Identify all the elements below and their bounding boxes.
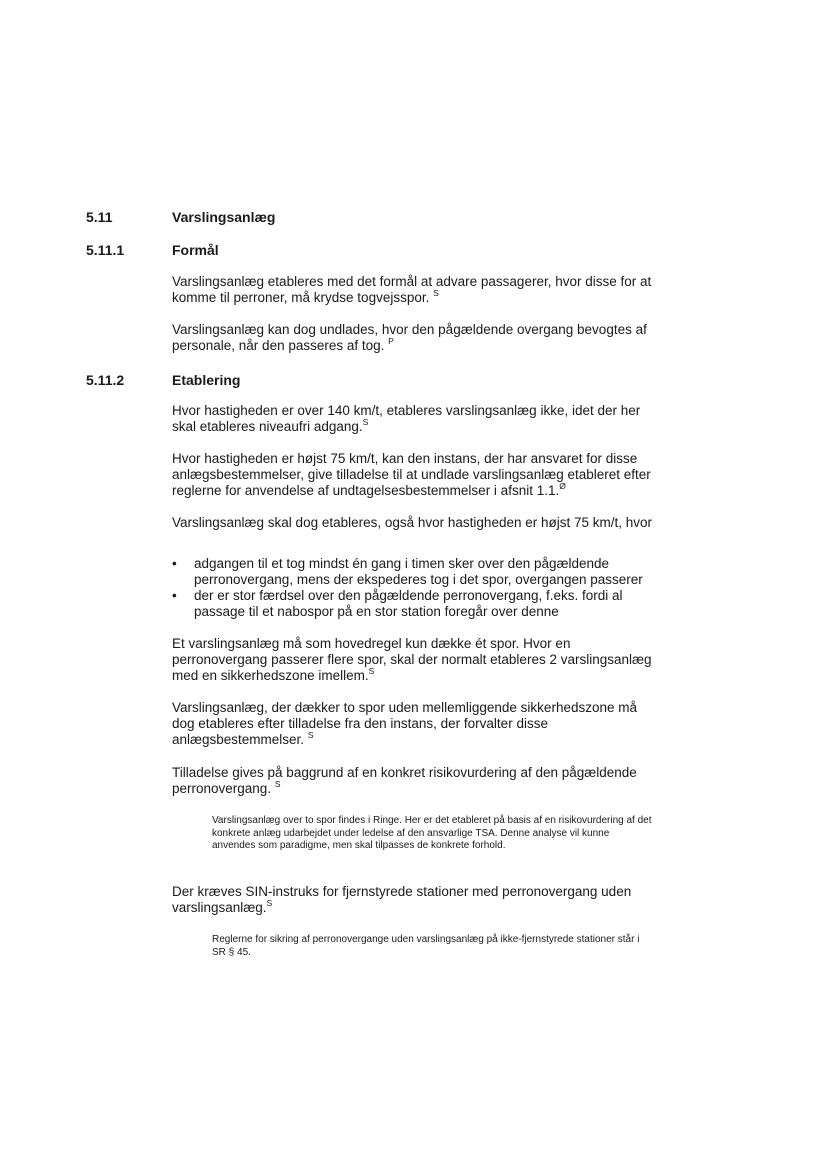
paragraph-text: Et varslingsanlæg må som hovedregel kun dække ét spor. Hvor en perronovergang passerer flere spor, skal der normalt etableres 2 varslingsanlæg med en sikkerhedszone imellem.: [172, 636, 652, 683]
rule-marker: P: [388, 335, 394, 346]
rule-marker: S: [368, 665, 375, 676]
section-number: 5.11.2: [86, 372, 125, 388]
paragraph: [172, 274, 652, 306]
list-item-text: der er stor færdsel over den pågældende perronovergang, f.eks. fordi al passage til et nabospor på en stor station foregår over denne: [194, 588, 623, 619]
paragraph-text: Varslingsanlæg, der dækker to spor uden mellemliggende sikkerhedszone må dog etableres efter tilladelse fra den instans, der forvalter disse anlægsbestemmelser.: [172, 700, 637, 747]
section-number: 5.11: [86, 209, 113, 225]
paragraph: [172, 636, 652, 684]
paragraph-text: Hvor hastigheden er over 140 km/t, etableres varslingsanlæg ikke, idet der her skal etableres niveaufri adgang.: [172, 403, 641, 434]
rule-marker: S: [274, 778, 281, 789]
bullet: •: [172, 556, 177, 571]
section-number: 5.11.1: [86, 242, 125, 258]
section-title: Varslingsanlæg: [172, 209, 276, 225]
paragraph: [172, 322, 652, 354]
paragraph-text: Varslingsanlæg kan dog undlades, hvor den pågældende overgang bevogtes af personale, når den passeres af tog.: [172, 322, 647, 353]
bullet: •: [172, 588, 177, 603]
paragraph-text: Hvor hastigheden er højst 75 km/t, kan den instans, der har ansvaret for disse anlægsbestemmelser, give tilladelse til at undlade varslingsanlæg etableret efter reglerne for anvendelse af undtagelsesbestemmelser i afsnit 1.1.: [172, 451, 651, 498]
paragraph-text: Tilladelse gives på baggrund af en konkret risikovurdering af den pågældende perronovergang.: [172, 765, 637, 796]
note: Reglerne for sikring af perronovergange uden varslingsanlæg på ikke-fjernstyrede stationer står i SR § 45.: [212, 934, 640, 958]
rule-marker: S: [266, 897, 273, 908]
paragraph: [172, 700, 652, 748]
paragraph-text: Varslingsanlæg skal dog etableres, også hvor hastigheden er højst 75 km/t, hvor: [172, 515, 653, 530]
rule-marker: S: [362, 416, 369, 427]
paragraph: [172, 403, 652, 435]
section-title: Etablering: [172, 372, 241, 388]
note: Varslingsanlæg over to spor findes i Ringe. Her er det etableret på basis af en risikovurdering af det konkrete anlæg udarbejdet under ledelse af den ansvarlige TSA. Denne analyse vil kunne anvendes som paradigme, men skal tilpasses de konkrete forhold.: [212, 815, 652, 851]
paragraph-text: Varslingsanlæg etableres med det formål at advare passagerer, hvor disse for at komme til perroner, må krydse togvejsspor.: [172, 274, 652, 305]
list-item-text: adgangen til et tog mindst én gang i timen sker over den pågældende perronovergang, mens der ekspederes tog i det spor, overgangen passerer: [194, 556, 643, 587]
paragraph: [172, 765, 652, 797]
paragraph: [172, 884, 652, 916]
rule-marker: S: [433, 287, 439, 298]
paragraph-text: Der kræves SIN-instruks for fjernstyrede stationer med perronovergang uden varslingsanlæg.: [172, 884, 632, 915]
section-title: Formål: [172, 242, 219, 258]
rule-marker: Ø: [559, 480, 566, 491]
paragraph: [172, 451, 652, 499]
rule-marker: S: [307, 729, 314, 740]
paragraph: [172, 515, 652, 531]
